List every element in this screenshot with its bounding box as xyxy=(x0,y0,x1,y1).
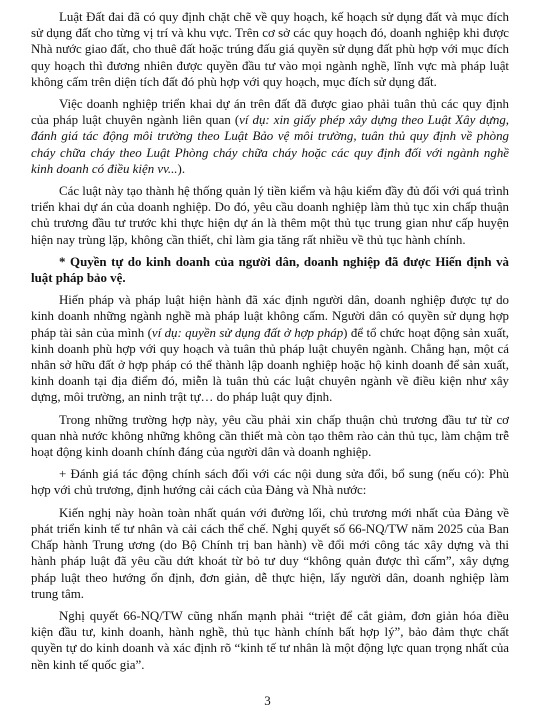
bullet-paragraph xyxy=(31,466,509,498)
paragraph-text: ) để tổ chức hoạt động sản xuất, kinh doanh phù hợp với quy hoạch và tuân thủ pháp luật chuyên ngành. Chẳng hạn, một cá nhân sở hữu đất ở hợp pháp có thể thành lập doanh nghiệp hoặc hộ kinh doanh để sản xuất, kinh doanh tại địa điểm đó, miễn là tuân thủ các luật chuyên ngành về điều kiện như xây dựng, môi trường, an ninh trật tự… do pháp luật quy định. xyxy=(31,325,509,405)
body-paragraph xyxy=(31,9,509,90)
body-paragraph xyxy=(31,505,509,602)
body-paragraph xyxy=(31,412,509,461)
body-paragraph xyxy=(31,96,509,177)
paragraph-text: Trong những trường hợp này, yêu cầu phải xin chấp thuận chủ trương đầu tư từ cơ quan nhà nước không những không cần thiết mà còn tạo thêm rào cản thủ tục, làm chậm trễ hoạt động kinh doanh chính đáng của người dân và doanh nghiệp. xyxy=(31,412,509,460)
paragraph-text: Các luật này tạo thành hệ thống quản lý tiền kiểm và hậu kiểm đầy đủ đối với quá trình triển khai dự án của doanh nghiệp. Do đó, yêu cầu doanh nghiệp làm thủ tục xin chấp thuận chủ trương đầu tư trước khi thực hiện dự án là thêm một thủ tục trung gian như cấp huyện hiện nay trùng lặp, không cần thiết, chỉ làm gia tăng rất nhiều về thủ tục hành chính. xyxy=(31,184,509,247)
paragraph-text: + Đánh giá tác động chính sách đối với các nội dung sửa đổi, bổ sung (nếu có): Phù hợp với chủ trương, định hướng cải cách của Đảng và Nhà nước: xyxy=(31,467,509,498)
body-paragraph xyxy=(31,608,509,673)
italic-text: ví dụ: xin giấy phép xây dựng theo Luật Xây dựng, đánh giá tác động môi trường theo Luật Bảo vệ môi trường, tuân thủ quy định về phòng cháy chữa cháy theo Luật Phòng cháy chữa cháy hoặc các quy định đối với ngành nghề kinh doanh có điều kiện vv... xyxy=(31,113,509,176)
italic-text: ví dụ: quyền sử dụng đất ở hợp pháp xyxy=(151,325,344,340)
body-paragraph xyxy=(31,292,509,405)
paragraph-text: * Quyền tự do kinh doanh của người dân, doanh nghiệp đã được Hiến định và luật pháp bảo vệ. xyxy=(31,254,509,286)
paragraph-text: Luật Đất đai đã có quy định chặt chẽ về quy hoạch, kế hoạch sử dụng đất và mục đích sử dụng đất cho từng vị trí và khu vực. Trên cơ sở các quy hoạch đó, doanh nghiệp khi được Nhà nước giao đất, cho thuê đất hoặc trúng đấu giá quyền sử dụng đất phù hợp với mục đích quy hoạch thì đương nhiên được quyền đầu tư vào mọi ngành nghề, lĩnh vực mà pháp luật không cấm trên diện tích đất đó phù hợp với quy hoạch, mục đích sử dụng đất. xyxy=(31,10,509,89)
page-number: 3 xyxy=(264,693,271,708)
body-paragraph xyxy=(31,183,509,248)
paragraph-text: Hiến pháp và pháp luật hiện hành đã xác định người dân, doanh nghiệp được tự do kinh doanh những ngành nghề mà pháp luật không cấm. Người dân có quyền sử dụng hợp pháp tài sản của mình ( xyxy=(31,293,509,340)
paragraph-text: Nghị quyết 66-NQ/TW cũng nhấn mạnh phải “triệt để cắt giảm, đơn giản hóa điều kiện đầu tư, kinh doanh, hành nghề, thủ tục hành chính bất hợp lý”, bảo đảm thực chất quyền tự do kinh doanh và xác định rõ “kinh tế tư nhân là một động lực quan trọng nhất của nền kinh tế quốc gia”. xyxy=(31,608,509,672)
paragraph-text: Kiến nghị này hoàn toàn nhất quán với đường lối, chủ trương mới nhất của Đảng về phát triển kinh tế tư nhân và cải cách thể chế. Nghị quyết số 66-NQ/TW năm 2025 của Ban Chấp hành Trung ương (do Bộ Chính trị ban hành) về đổi mới công tác xây dựng và thi hành pháp luật đã yêu cầu dứt khoát từ bỏ tư duy “không quản được thì cấm”, xây dựng pháp luật theo hướng ổn định, đơn giản, dễ thực hiện, lấy người dân, doanh nghiệp làm trung tâm. xyxy=(31,505,509,601)
paragraph-text: ). xyxy=(177,161,186,176)
paragraph-text: Việc doanh nghiệp triển khai dự án trên đất đã được giao phải tuân thủ các quy định của pháp luật chuyên ngành liên quan ( xyxy=(31,97,509,128)
document-body xyxy=(31,9,509,679)
section-heading xyxy=(31,254,509,286)
